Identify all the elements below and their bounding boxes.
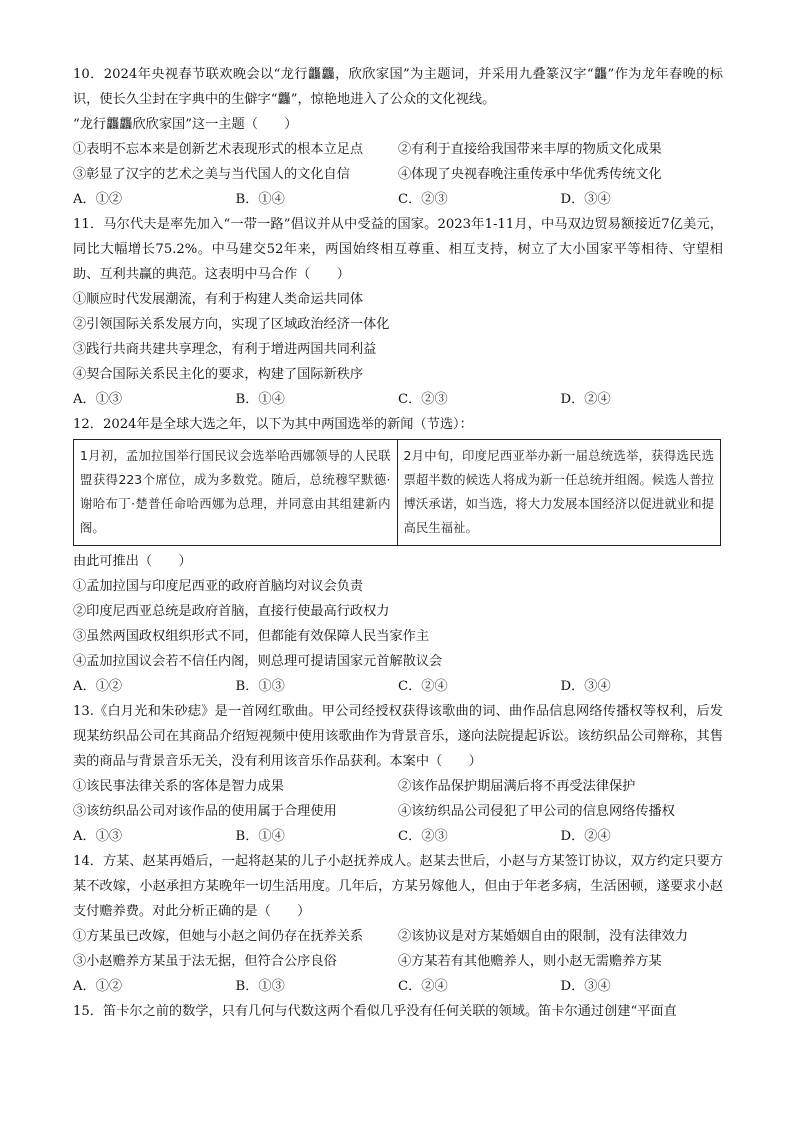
statement: ④方某若有其他赡养人，则小赵无需赡养方某 xyxy=(398,954,662,969)
statement: ②该作品保护期届满后将不再受法律保护 xyxy=(398,779,636,794)
question-11-choices xyxy=(73,387,723,412)
statement: ④体现了央视春晚注重传承中华优秀传统文化 xyxy=(398,167,662,182)
question-11 xyxy=(73,212,723,412)
statement: ①孟加拉国与印度尼西亚的政府首脑均对议会负责 xyxy=(73,579,364,594)
statement: ②引领国际关系发展方向，实现了区域政治经济一体化 xyxy=(73,317,390,332)
choice-a: A．①② xyxy=(73,192,123,207)
choice-b: B．①④ xyxy=(235,829,285,844)
statement: ①顺应时代发展潮流，有利于构建人类命运共同体 xyxy=(73,292,364,307)
question-10-choices xyxy=(73,187,723,212)
statement: ②印度尼西亚总统是政府首脑，直接行使最高行政权力 xyxy=(73,604,390,619)
choice-d: D．③④ xyxy=(560,192,611,207)
statement: ③践行共商共建共享理念，有利于增进两国共同利益 xyxy=(73,342,377,357)
choice-d: D．②④ xyxy=(560,392,611,407)
question-14-statements-row-2 xyxy=(73,949,723,974)
question-13 xyxy=(73,699,723,849)
question-13-stem: 13.《白月光和朱砂痣》是一首网红歌曲。甲公司经授权获得该歌曲的词、曲作品信息网络传播权等权利，后发现某纺织品公司在其商品介绍短视频中使用该歌曲作为背景音乐，遂向法院提起诉讼。该纺织品公司辩称，其售卖的商品与背景音乐无关，没有利用该音乐作品获利。本案中（ ） xyxy=(73,704,723,769)
question-12-choices xyxy=(73,674,723,699)
statement: ①方某虽已改嫁，但她与小赵之间仍存在抚养关系 xyxy=(73,929,364,944)
question-14 xyxy=(73,849,723,999)
statement: ③虽然两国政权组织形式不同，但都能有效保障人民当家作主 xyxy=(73,629,430,644)
table-row xyxy=(74,440,721,546)
choice-c: C．②④ xyxy=(398,679,448,694)
choice-d: D．③④ xyxy=(560,679,611,694)
news-indonesia: 2月中旬，印度尼西亚举办新一届总统选举，获得选民选票超半数的候选人将成为新一任总统并组阁。候选人普拉博沃承诺，如当选，将大力发展本国经济以促进就业和提高民生福祉。 xyxy=(397,440,721,546)
exam-content xyxy=(73,62,723,1024)
statement: ①表明不忘本来是创新艺术表现形式的根本立足点 xyxy=(73,142,364,157)
choice-c: C．②③ xyxy=(398,829,448,844)
question-12 xyxy=(73,412,723,699)
question-13-choices xyxy=(73,824,723,849)
question-10-prompt: “龙行龘龘欣欣家国”这一主题（ ） xyxy=(73,117,298,132)
choice-d: D．③④ xyxy=(560,979,611,994)
question-12-stem: 12．2024年是全球大选之年，以下为其中两国选举的新闻（节选）： xyxy=(73,417,473,432)
question-13-statements-row-2 xyxy=(73,799,723,824)
statement: ③彰显了汉字的艺术之美与当代国人的文化自信 xyxy=(73,167,350,182)
question-14-stem: 14．方某、赵某再婚后，一起将赵某的儿子小赵抚养成人。赵某去世后，小赵与方某签订协议，双方约定只要方某不改嫁，小赵承担方某晚年一切生活用度。几年后，方某另嫁他人，但由于年老多病，生活困顿，遂要求小赵支付赡养费。对此分析正确的是（ ） xyxy=(73,854,723,919)
question-10-stem: 10．2024年央视春节联欢晚会以“龙行龘龘，欣欣家国”为主题词，并采用九叠篆汉字“龘”作为龙年春晚的标识，使长久尘封在字典中的生僻字“龘”，惊艳地进入了公众的文化视线。 xyxy=(73,67,723,107)
question-15 xyxy=(73,999,723,1024)
choice-a: A．①② xyxy=(73,979,123,994)
question-10 xyxy=(73,62,723,212)
choice-b: B．①④ xyxy=(235,192,285,207)
question-15-stem: 15．笛卡尔之前的数学，只有几何与代数这两个看似几乎没有任何关联的领域。笛卡尔通过创建“平面直 xyxy=(73,1004,677,1019)
choice-a: A．①③ xyxy=(73,392,123,407)
statement: ②有利于直接给我国带来丰厚的物质文化成果 xyxy=(398,142,662,157)
statement: ③小赵赡养方某虽于法无据，但符合公序良俗 xyxy=(73,954,337,969)
question-12-prompt: 由此可推出（ ） xyxy=(73,554,192,569)
statement: ④契合国际关系民主化的要求，构建了国际新秩序 xyxy=(73,367,364,382)
question-10-statements-row-2 xyxy=(73,162,723,187)
statement: ②该协议是对方某婚姻自由的限制，没有法律效力 xyxy=(398,929,689,944)
question-11-stem: 11．马尔代夫是率先加入“一带一路”倡议并从中受益的国家。2023年1-11月，中马双边贸易额接近7亿美元，同比大幅增长75.2%。中马建交52年来，两国始终相互尊重、相互支持，树立了大小国家平等相待、守望相助、互利共赢的典范。这表明中马合作（ ） xyxy=(73,217,723,282)
choice-d: D．②④ xyxy=(560,829,611,844)
choice-c: C．②③ xyxy=(398,192,448,207)
question-10-statements-row-1 xyxy=(73,137,723,162)
statement: ①该民事法律关系的客体是智力成果 xyxy=(73,779,284,794)
news-bangladesh: 1月初，孟加拉国举行国民议会选举哈西娜领导的人民联盟获得223个席位，成为多数党。随后，总统穆罕默德·谢哈布丁·楚普任命哈西娜为总理，并同意由其组建新内阁。 xyxy=(74,440,398,546)
choice-b: B．①③ xyxy=(235,679,285,694)
statement: ③该纺织品公司对该作品的使用属于合理使用 xyxy=(73,804,337,819)
question-14-choices xyxy=(73,974,723,999)
choice-a: A．①② xyxy=(73,679,123,694)
choice-a: A．①③ xyxy=(73,829,123,844)
statement: ④孟加拉国议会若不信任内阁，则总理可提请国家元首解散议会 xyxy=(73,654,443,669)
election-news-table xyxy=(73,439,721,546)
question-13-statements-row-1 xyxy=(73,774,723,799)
question-14-statements-row-1 xyxy=(73,924,723,949)
statement: ④该纺织品公司侵犯了甲公司的信息网络传播权 xyxy=(398,804,675,819)
choice-b: B．①③ xyxy=(235,979,285,994)
choice-b: B．①④ xyxy=(235,392,285,407)
choice-c: C．②④ xyxy=(398,979,448,994)
choice-c: C．②③ xyxy=(398,392,448,407)
